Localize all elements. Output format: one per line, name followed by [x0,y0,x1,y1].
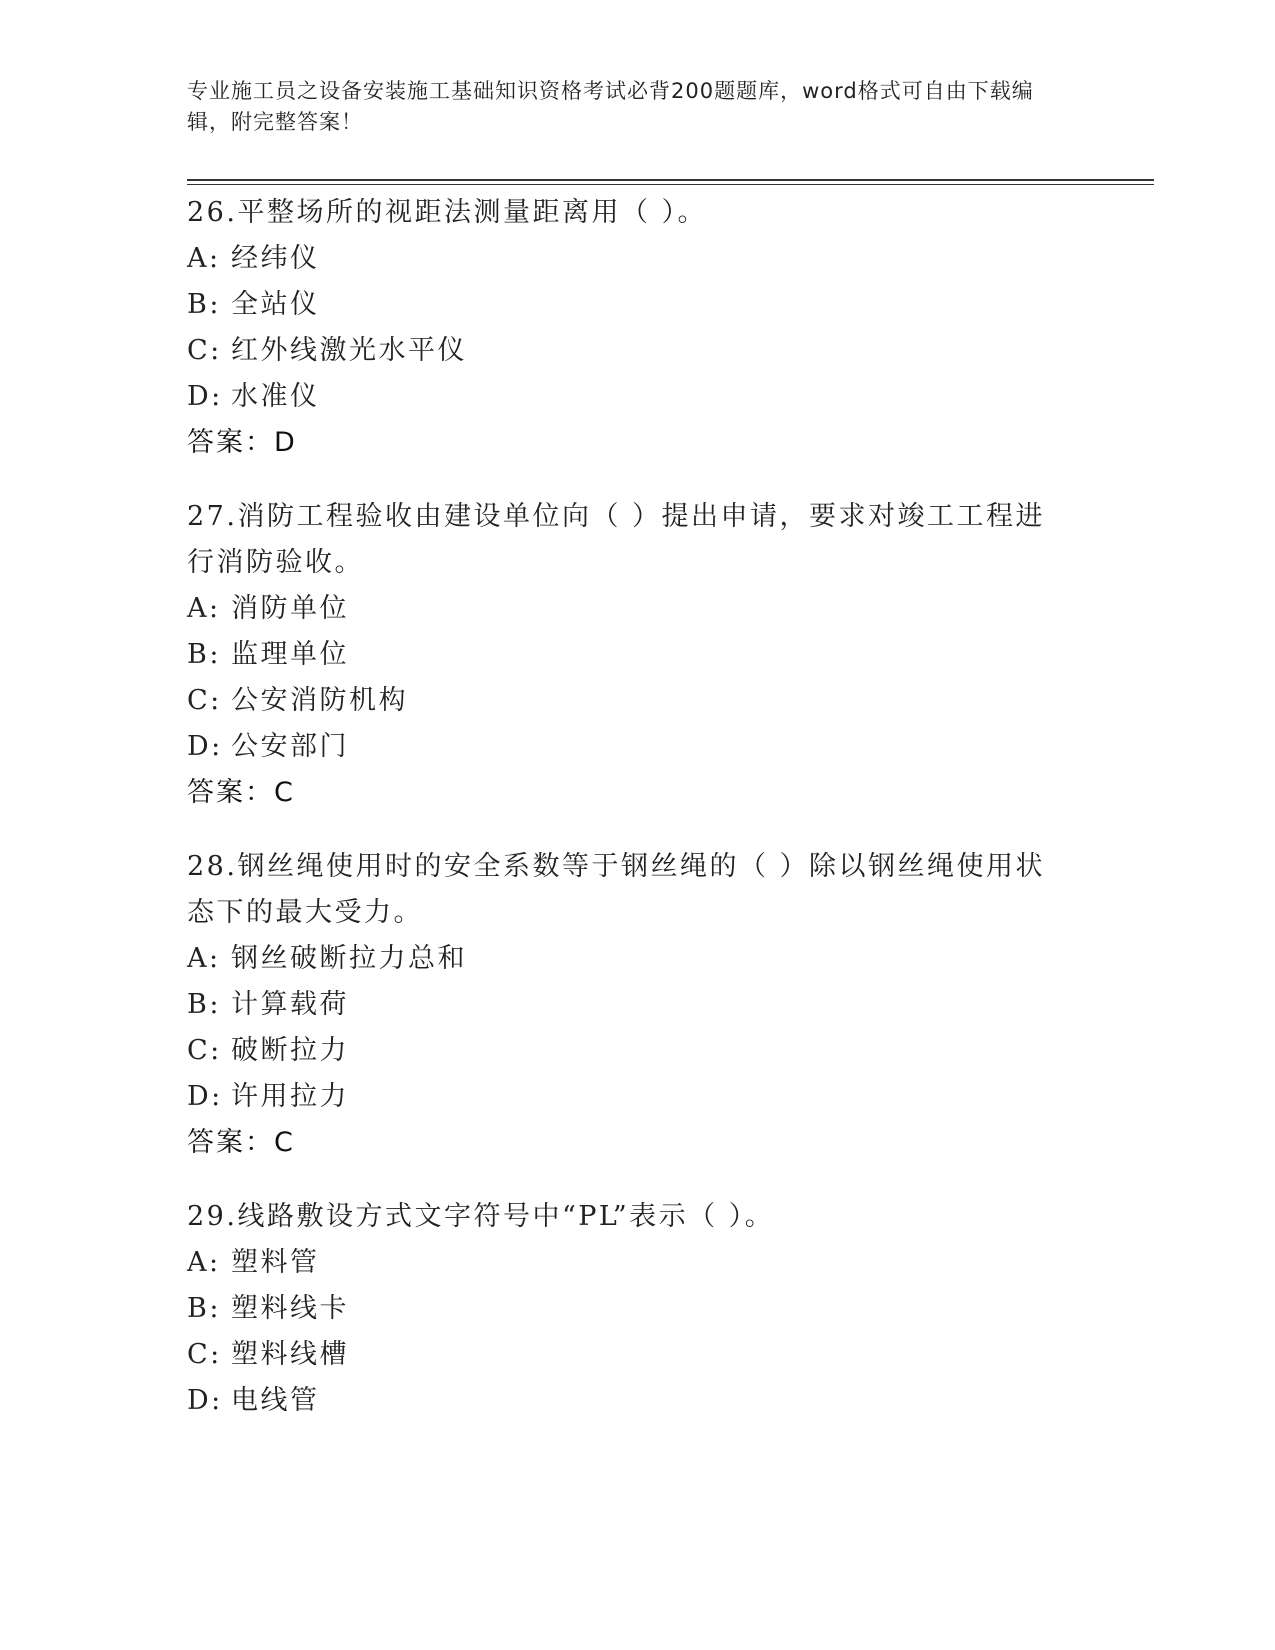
option-text: 公安消防机构 [231,685,408,716]
option-text: 计算载荷 [231,989,349,1020]
question-list [187,190,1087,1452]
header-divider [187,179,1154,185]
option-c [187,1332,1087,1378]
option-letter: A: [187,943,221,974]
option-letter: B: [187,989,221,1020]
option-text: 全站仪 [231,289,320,320]
option-b [187,982,1087,1028]
question-29 [187,1194,1087,1424]
option-letter: D: [187,1081,223,1112]
option-letter: C: [187,1035,222,1066]
option-c [187,328,1087,374]
question-27 [187,494,1087,816]
option-text: 破断拉力 [231,1035,349,1066]
option-text: 红外线激光水平仪 [231,335,467,366]
question-stem: 29.线路敷设方式文字符号中“PL”表示（ ）。 [187,1201,775,1232]
option-letter: B: [187,289,221,320]
option-a [187,236,1087,282]
option-text: 水准仪 [231,381,320,412]
option-text: 钢丝破断拉力总和 [231,943,467,974]
option-letter: D: [187,731,223,762]
option-letter: A: [187,1247,221,1278]
option-letter: C: [187,1339,222,1370]
option-a [187,936,1087,982]
option-text: 公安部门 [231,731,349,762]
answer-label: 答案：D [187,427,297,458]
option-d [187,374,1087,420]
option-c [187,678,1087,724]
question-stem: 27.消防工程验收由建设单位向（ ）提出申请，要求对竣工工程进行消防验收。 [187,501,1046,578]
option-text: 监理单位 [231,639,349,670]
option-a [187,586,1087,632]
option-c [187,1028,1087,1074]
option-text: 电线管 [231,1385,320,1416]
option-text: 塑料线卡 [231,1293,349,1324]
option-letter: A: [187,593,221,624]
option-letter: C: [187,335,222,366]
answer-label: 答案：C [187,1127,295,1158]
option-text: 消防单位 [231,593,349,624]
option-d [187,1074,1087,1120]
option-d [187,724,1087,770]
question-26 [187,190,1087,466]
option-letter: B: [187,1293,221,1324]
option-text: 许用拉力 [231,1081,349,1112]
answer-label: 答案：C [187,777,295,808]
option-d [187,1378,1087,1424]
question-28 [187,844,1087,1166]
option-letter: A: [187,243,221,274]
option-letter: C: [187,685,222,716]
question-stem: 28.钢丝绳使用时的安全系数等于钢丝绳的（ ）除以钢丝绳使用状态下的最大受力。 [187,851,1046,928]
option-b [187,282,1087,328]
option-letter: D: [187,1385,223,1416]
document-intro: 专业施工员之设备安装施工基础知识资格考试必背200题题库，word格式可自由下载编辑，附完整答案！ [187,79,1034,134]
option-letter: D: [187,381,223,412]
option-text: 塑料管 [231,1247,320,1278]
option-letter: B: [187,639,221,670]
option-a [187,1240,1087,1286]
option-b [187,1286,1087,1332]
option-b [187,632,1087,678]
question-stem: 26.平整场所的视距法测量距离用（ ）。 [187,197,708,228]
option-text: 塑料线槽 [231,1339,349,1370]
option-text: 经纬仪 [231,243,320,274]
